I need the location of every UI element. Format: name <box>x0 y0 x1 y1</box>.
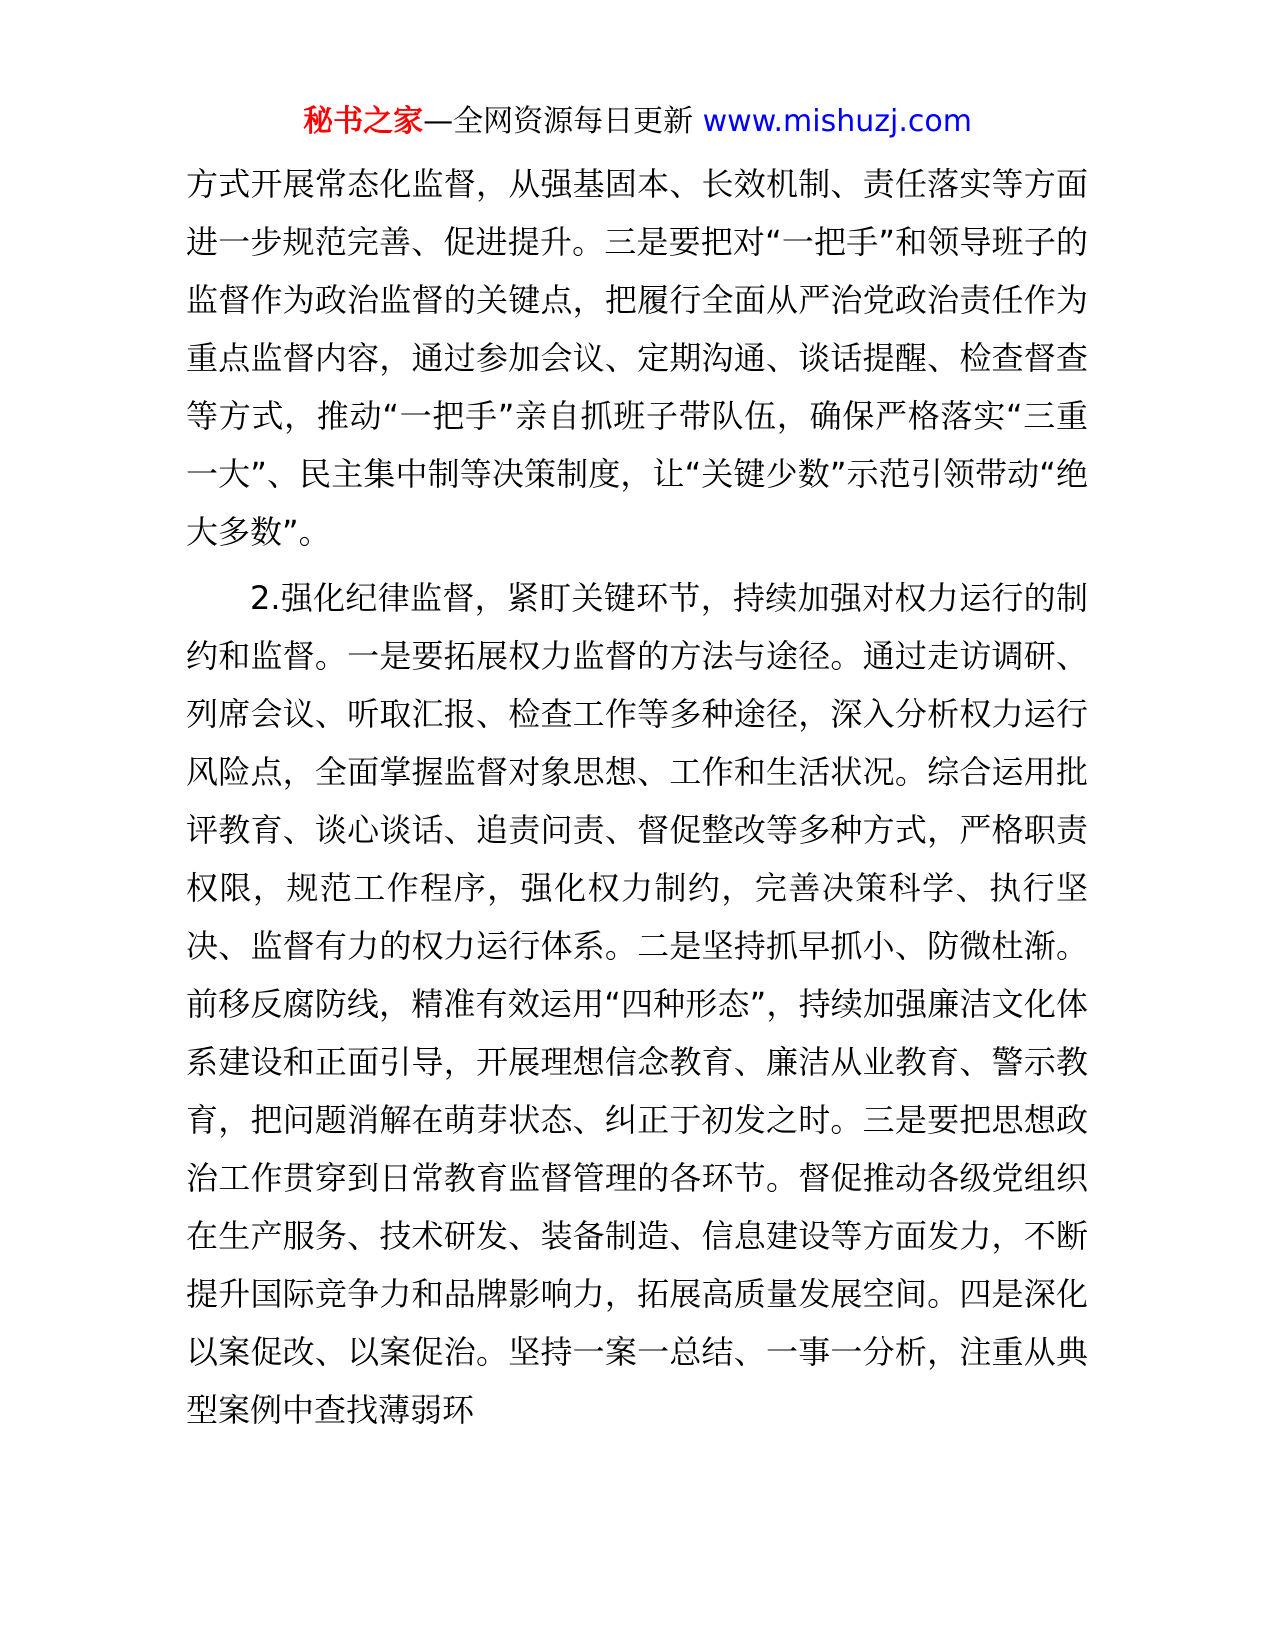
header-slogan: —全网资源每日更新 <box>423 104 694 139</box>
paragraph-discipline-supervision: 2.强化纪律监督，紧盯关键环节，持续加强对权力运行的制约和监督。一是要拓展权力监督的方法与途径。通过走访调研、列席会议、听取汇报、检查工作等多种途径，深入分析权力运行风险点，全面掌握监督对象思想、工作和生活状况。综合运用批评教育、谈心谈话、追责问责、督促整改等多种方式，严格职责权限，规范工作程序，强化权力制约，完善决策科学、执行坚决、监督有力的权力运行体系。二是坚持抓早抓小、防微杜渐。前移反腐防线，精准有效运用“四种形态”，持续加强廉洁文化体系建设和正面引导，开展理想信念教育、廉洁从业教育、警示教育，把问题消解在萌芽状态、纠正于初发之时。三是要把思想政治工作贯穿到日常教育监督管理的各环节。督促推动各级党组织在生产服务、技术研发、装备制造、信息建设等方面发力，不断提升国际竞争力和品牌影响力，拓展高质量发展空间。四是深化以案促改、以案促治。坚持一案一总结、一事一分析，注重从典型案例中查找薄弱环 <box>186 579 1088 1429</box>
paragraph-continued: 方式开展常态化监督，从强基固本、长效机制、责任落实等方面进一步规范完善、促进提升。三是要把对“一把手”和领导班子的监督作为政治监督的关键点，把履行全面从严治党政治责任作为重点监督内容，通过参加会议、定期沟通、谈话提醒、检查督查等方式，推动“一把手”亲自抓班子带队伍，确保严格落实“三重一大”、民主集中制等决策制度，让“关键少数”示范引领带动“绝大多数”。 <box>186 165 1088 551</box>
website-link[interactable]: www.mishuzj.com <box>702 104 972 139</box>
page-header <box>0 100 1275 144</box>
document-body <box>186 155 1088 1439</box>
brand-name: 秘书之家 <box>303 104 424 139</box>
